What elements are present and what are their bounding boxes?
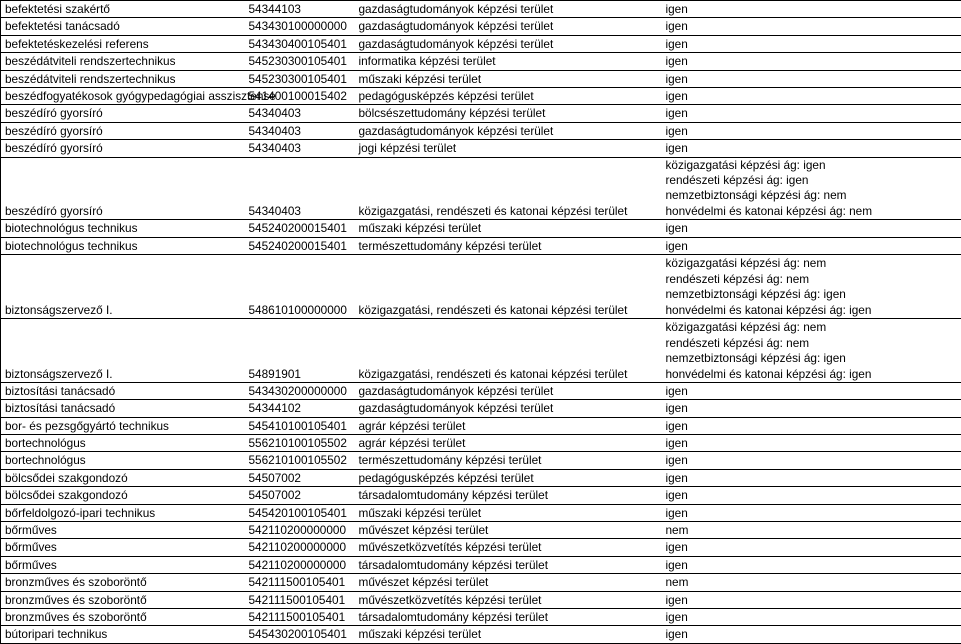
table-row [1,522,961,539]
occupation-cell: beszédfogyatékosok gyógypedagógiai asszisztense [1,87,245,104]
eligibility-cell: igen [660,487,961,504]
occupation-cell: bölcsődei szakgondozó [1,487,245,504]
occupation-cell: bőrműves [1,539,245,556]
training-area-cell: társadalomtudomány képzési terület [355,556,660,573]
table-row [1,105,961,122]
training-area-cell: természettudomány képzési terület [355,452,660,469]
occupation-cell: biztonságszervező I. [1,318,245,382]
table-row [1,35,961,52]
training-area-cell: gazdaságtudományok képzési terület [355,122,660,139]
training-area-cell: műszaki képzési terület [355,220,660,237]
training-area-cell: természettudomány képzési terület [355,237,660,254]
eligibility-line: közigazgatási képzési ág: nem [665,256,827,271]
training-area-cell: agrár képzési terület [355,417,660,434]
training-area-cell: pedagógusképzés képzési terület [355,469,660,486]
code-cell: 542110200000000 [245,539,355,556]
code-cell: 54340403 [245,140,355,157]
code-cell: 545230300105401 [245,70,355,87]
eligibility-cell: igen [660,591,961,608]
table-row [1,382,961,399]
training-area-cell: informatika képzési terület [355,53,660,70]
code-cell: 543430100000000 [245,18,355,35]
eligibility-cell [660,157,961,220]
training-area-cell: közigazgatási, rendészeti és katonai képzési terület [355,318,660,382]
training-area-cell: műszaki képzési terület [355,504,660,521]
training-area-cell: bölcsészettudomány képzési terület [355,105,660,122]
eligibility-cell: igen [660,382,961,399]
code-cell: 556210100105502 [245,452,355,469]
table-row [1,254,961,318]
table-row [1,220,961,237]
table-row [1,487,961,504]
training-area-cell: agrár képzési terület [355,435,660,452]
occupation-cell: bőrműves [1,522,245,539]
occupation-cell: bőrfeldolgozó-ipari technikus [1,504,245,521]
eligibility-cell: nem [660,574,961,591]
eligibility-cell: igen [660,417,961,434]
table-row [1,400,961,417]
eligibility-cell: nem [660,522,961,539]
eligibility-cell: igen [660,220,961,237]
eligibility-cell: igen [660,469,961,486]
code-cell: 556210100105502 [245,435,355,452]
eligibility-cell: igen [660,609,961,626]
occupation-cell: beszédátviteli rendszertechnikus [1,70,245,87]
table-row [1,70,961,87]
eligibility-line: nemzetbiztonsági képzési ág: igen [665,351,846,366]
eligibility-cell: igen [660,35,961,52]
occupation-cell: bronzműves és szoboröntő [1,574,245,591]
eligibility-line: nemzetbiztonsági képzési ág: nem [665,188,847,203]
table-row [1,452,961,469]
code-cell: 54340403 [245,122,355,139]
eligibility-cell: igen [660,556,961,573]
code-cell: 54891901 [245,318,355,382]
table-row [1,435,961,452]
code-cell: 542111500105401 [245,609,355,626]
eligibility-cell: igen [660,140,961,157]
occupation-cell: biztosítási tanácsadó [1,382,245,399]
code-cell: 54344103 [245,1,355,18]
training-area-cell: gazdaságtudományok képzési terület [355,1,660,18]
eligibility-line: rendészeti képzési ág: nem [665,271,810,286]
code-cell: 545420100105401 [245,504,355,521]
eligibility-cell: igen [660,504,961,521]
table-row [1,417,961,434]
eligibility-cell [660,254,961,318]
occupation-cell: bútoripari technikus [1,626,245,643]
code-cell: 545240200015401 [245,237,355,254]
table-row [1,609,961,626]
table-row [1,157,961,220]
eligibility-cell: igen [660,435,961,452]
eligibility-line: nemzetbiztonsági képzési ág: igen [665,287,846,302]
training-area-cell: művészetközvetítés képzési terület [355,591,660,608]
code-cell: 545230300105401 [245,53,355,70]
eligibility-cell: igen [660,626,961,643]
eligibility-cell: igen [660,18,961,35]
occupation-cell: befektetési szakértő [1,1,245,18]
table-row [1,140,961,157]
occupation-cell: beszédátviteli rendszertechnikus [1,53,245,70]
code-cell: 545240200015401 [245,220,355,237]
occupation-cell: bronzműves és szoboröntő [1,609,245,626]
code-cell: 54507002 [245,469,355,486]
table-row [1,237,961,254]
training-area-cell: társadalomtudomány képzési terület [355,487,660,504]
code-cell: 545430200105401 [245,626,355,643]
occupation-cell: biztonságszervező I. [1,254,245,318]
training-area-cell: gazdaságtudományok képzési terület [355,18,660,35]
table-row [1,87,961,104]
code-cell: 542111500105401 [245,574,355,591]
occupation-cell: bölcsődei szakgondozó [1,469,245,486]
eligibility-cell: igen [660,87,961,104]
table-row [1,122,961,139]
eligibility-cell [660,318,961,382]
code-cell: 541400100015402 [245,87,355,104]
occupation-cell: bronzműves és szoboröntő [1,591,245,608]
occupation-cell: biotechnológus technikus [1,220,245,237]
table-row [1,53,961,70]
table-row [1,539,961,556]
eligibility-line: honvédelmi és katonai képzési ág: igen [665,302,872,317]
eligibility-cell: igen [660,70,961,87]
eligibility-cell: igen [660,539,961,556]
eligibility-cell: igen [660,237,961,254]
eligibility-cell: igen [660,122,961,139]
code-cell: 54340403 [245,157,355,220]
table-row [1,504,961,521]
eligibility-line: rendészeti képzési ág: igen [665,172,809,187]
training-area-cell: jogi képzési terület [355,140,660,157]
code-cell: 542110200000000 [245,556,355,573]
occupation-cell: beszédíró gyorsíró [1,140,245,157]
code-cell: 543430400105401 [245,35,355,52]
eligibility-cell: igen [660,1,961,18]
training-area-cell: közigazgatási, rendészeti és katonai képzési terület [355,254,660,318]
occupation-cell: beszédíró gyorsíró [1,105,245,122]
eligibility-cell: igen [660,105,961,122]
training-area-cell: műszaki képzési terület [355,626,660,643]
code-cell: 545410100105401 [245,417,355,434]
code-cell: 54340403 [245,105,355,122]
code-cell: 543430200000000 [245,382,355,399]
occupation-cell: biotechnológus technikus [1,237,245,254]
eligibility-cell: igen [660,400,961,417]
training-area-cell: művészet képzési terület [355,522,660,539]
occupation-cell: befektetési tanácsadó [1,18,245,35]
occupation-cell: bor- és pezsgőgyártó technikus [1,417,245,434]
training-area-cell: műszaki képzési terület [355,70,660,87]
occupation-cell: bőrműves [1,556,245,573]
eligibility-line: közigazgatási képzési ág: nem [665,320,827,335]
eligibility-cell: igen [660,452,961,469]
code-cell: 54344102 [245,400,355,417]
occupation-cell: befektetéskezelési referens [1,35,245,52]
training-area-cell: művészet képzési terület [355,574,660,591]
table-row [1,556,961,573]
occupation-cell: biztosítási tanácsadó [1,400,245,417]
training-area-cell: pedagógusképzés képzési terület [355,87,660,104]
occupation-cell: bortechnológus [1,452,245,469]
code-cell: 548610100000000 [245,254,355,318]
table-row [1,18,961,35]
occupation-cell: bortechnológus [1,435,245,452]
training-area-cell: társadalomtudomány képzési terület [355,609,660,626]
training-area-cell: gazdaságtudományok képzési terület [355,35,660,52]
training-area-cell: gazdaságtudományok képzési terület [355,382,660,399]
table-row [1,469,961,486]
training-area-cell: művészetközvetítés képzési terület [355,539,660,556]
occupation-cell: beszédíró gyorsíró [1,122,245,139]
code-cell: 54507002 [245,487,355,504]
code-cell: 542110200000000 [245,522,355,539]
eligibility-line: honvédelmi és katonai képzési ág: nem [665,203,873,218]
eligibility-line: rendészeti képzési ág: nem [665,335,810,350]
table-row [1,1,961,18]
eligibility-line: honvédelmi és katonai képzési ág: igen [665,366,872,381]
table-row [1,591,961,608]
eligibility-cell: igen [660,53,961,70]
table-row [1,318,961,382]
table-row [1,626,961,643]
training-area-cell: közigazgatási, rendészeti és katonai képzési terület [355,157,660,220]
occupation-cell: beszédíró gyorsíró [1,157,245,220]
training-area-cell: gazdaságtudományok képzési terület [355,400,660,417]
eligibility-line: közigazgatási képzési ág: igen [665,157,826,172]
code-cell: 542111500105401 [245,591,355,608]
table-row [1,574,961,591]
